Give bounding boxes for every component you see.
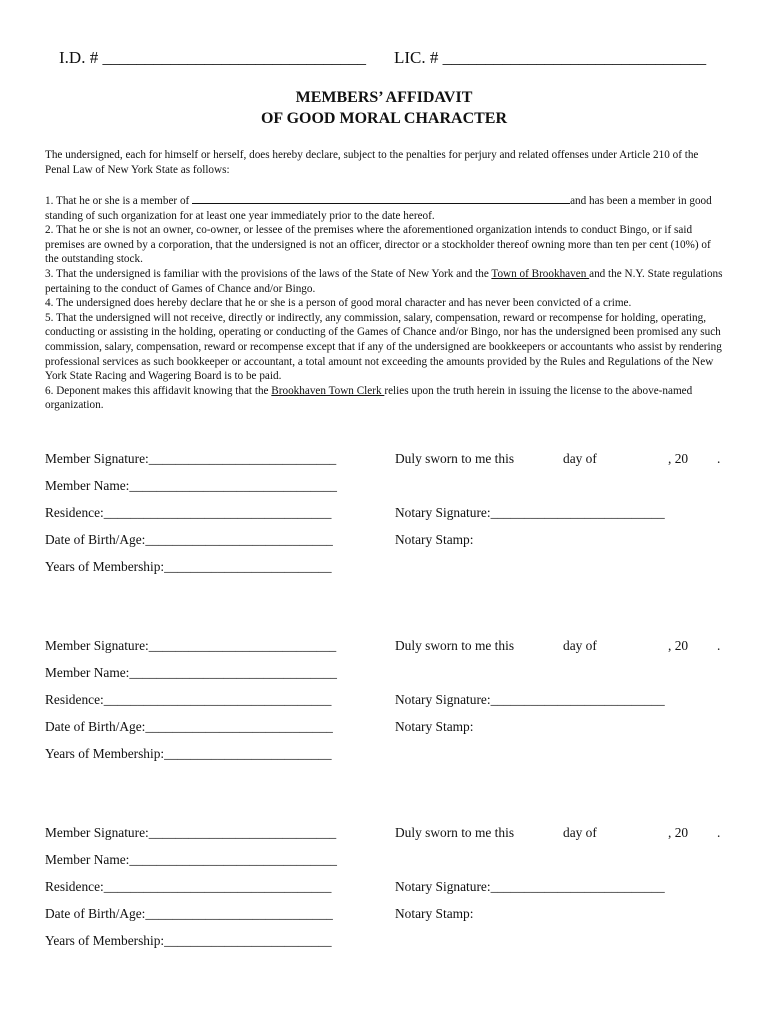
item-1 [45, 193, 725, 223]
signature-block-3 [0, 825, 768, 965]
day-label: day of [563, 638, 597, 653]
years-membership-field[interactable]: Years of Membership:_________________________ [45, 559, 332, 574]
declaration-items [45, 193, 725, 413]
item-6-text-b: relies upon the truth herein in issuing the license to the above-named organization. [45, 384, 693, 412]
organization-blank-line [192, 193, 570, 204]
document-title-line-2: OF GOOD MORAL CHARACTER [260, 110, 508, 127]
document-title-line-1: MEMBERS’ AFFIDAVIT [295, 89, 473, 106]
member-signature-field[interactable]: Member Signature:____________________________ [45, 638, 337, 653]
item-4: 4. The undersigned does hereby declare that he or she is a person of good moral character and has never been convicted of a crime. [45, 297, 632, 310]
member-name-field[interactable]: Member Name:_______________________________ [45, 478, 337, 493]
period-mark: . [717, 638, 721, 653]
item-5: 5. That the undersigned will not receive, directly or indirectly, any commission, salary, compensation, reward or recompense for holding, operating, conducting or assisting in the holding, operating or conducting of the Games of Chance and/or Bingo, nor has the undersigned been promised any such commission, salary, compensation, reward or recompense except that if any of the undersigned are bookkeepers or accountants who assist by rendering professional services as such bookkeeper or accountant, a total amount not exceeding the amounts provided by the Rules and Regulations of the New York State Racing and Wagering Board is to be paid. [45, 311, 722, 383]
year-label: , 20 [668, 638, 689, 653]
residence-field[interactable]: Residence:__________________________________ [45, 505, 332, 520]
years-membership-field[interactable]: Years of Membership:_________________________ [45, 933, 332, 948]
year-label: , 20 [668, 451, 689, 466]
notary-stamp-label: Notary Stamp: [395, 906, 474, 921]
item-6-text-a: 6. Deponent makes this affidavit knowing that the [45, 384, 272, 397]
item-2: 2. That he or she is not an owner, co-owner, or lessee of the premises where the aforementioned organization intends to conduct Bingo, or if said premises are owned by a corporation, that the undersigned is not an officer, director or a stockholder thereof owning more than ten per cent (10%) of the outstanding stock. [45, 224, 711, 266]
sworn-label: Duly sworn to me this [395, 638, 515, 653]
member-name-field[interactable]: Member Name:_______________________________ [45, 852, 337, 867]
dob-age-field[interactable]: Date of Birth/Age:____________________________ [45, 532, 333, 547]
notary-signature-field[interactable]: Notary Signature:__________________________ [395, 505, 665, 520]
intro-text: The undersigned, each for himself or herself, does hereby declare, subject to the penalties for perjury and related offenses under Article 210 of the Penal Law of New York State as follows: [45, 149, 699, 176]
member-name-field[interactable]: Member Name:_______________________________ [45, 665, 337, 680]
item-3 [45, 267, 725, 296]
sworn-label: Duly sworn to me this [395, 825, 515, 840]
notary-signature-field[interactable]: Notary Signature:__________________________ [395, 692, 665, 707]
item-3-text-a: 3. That the undersigned is familiar with the provisions of the laws of the State of New York and the [45, 267, 492, 280]
signature-block-1 [0, 451, 768, 591]
day-label: day of [563, 451, 597, 466]
dob-age-field[interactable]: Date of Birth/Age:____________________________ [45, 906, 333, 921]
intro-paragraph [45, 148, 725, 177]
years-membership-field[interactable]: Years of Membership:_________________________ [45, 746, 332, 761]
signature-block-2 [0, 638, 768, 778]
town-name: Town of Brookhaven [491, 267, 590, 280]
period-mark: . [717, 825, 721, 840]
town-clerk-name: Brookhaven Town Clerk [271, 384, 385, 397]
item-1-text-b: and has been a member in good standing of such organization for at least one year immediately prior to the date hereof. [45, 195, 712, 222]
notary-stamp-label: Notary Stamp: [395, 532, 474, 547]
notary-signature-field[interactable]: Notary Signature:__________________________ [395, 879, 665, 894]
item-1-text-a: 1. That he or she is a member of [45, 195, 193, 207]
day-label: day of [563, 825, 597, 840]
id-number-line: I.D. # _______________________________ [59, 48, 366, 67]
year-label: , 20 [668, 825, 689, 840]
residence-field[interactable]: Residence:__________________________________ [45, 692, 332, 707]
item-6 [45, 384, 725, 413]
period-mark: . [717, 451, 721, 466]
sworn-label: Duly sworn to me this [395, 451, 515, 466]
license-number-line: LIC. # _______________________________ [394, 48, 707, 67]
item-3-text-b: and the N.Y. State regulations pertaining to the conduct of Games of Chance and/or Bingo. [45, 267, 723, 295]
dob-age-field[interactable]: Date of Birth/Age:____________________________ [45, 719, 333, 734]
member-signature-field[interactable]: Member Signature:____________________________ [45, 451, 337, 466]
notary-stamp-label: Notary Stamp: [395, 719, 474, 734]
member-signature-field[interactable]: Member Signature:____________________________ [45, 825, 337, 840]
residence-field[interactable]: Residence:__________________________________ [45, 879, 332, 894]
